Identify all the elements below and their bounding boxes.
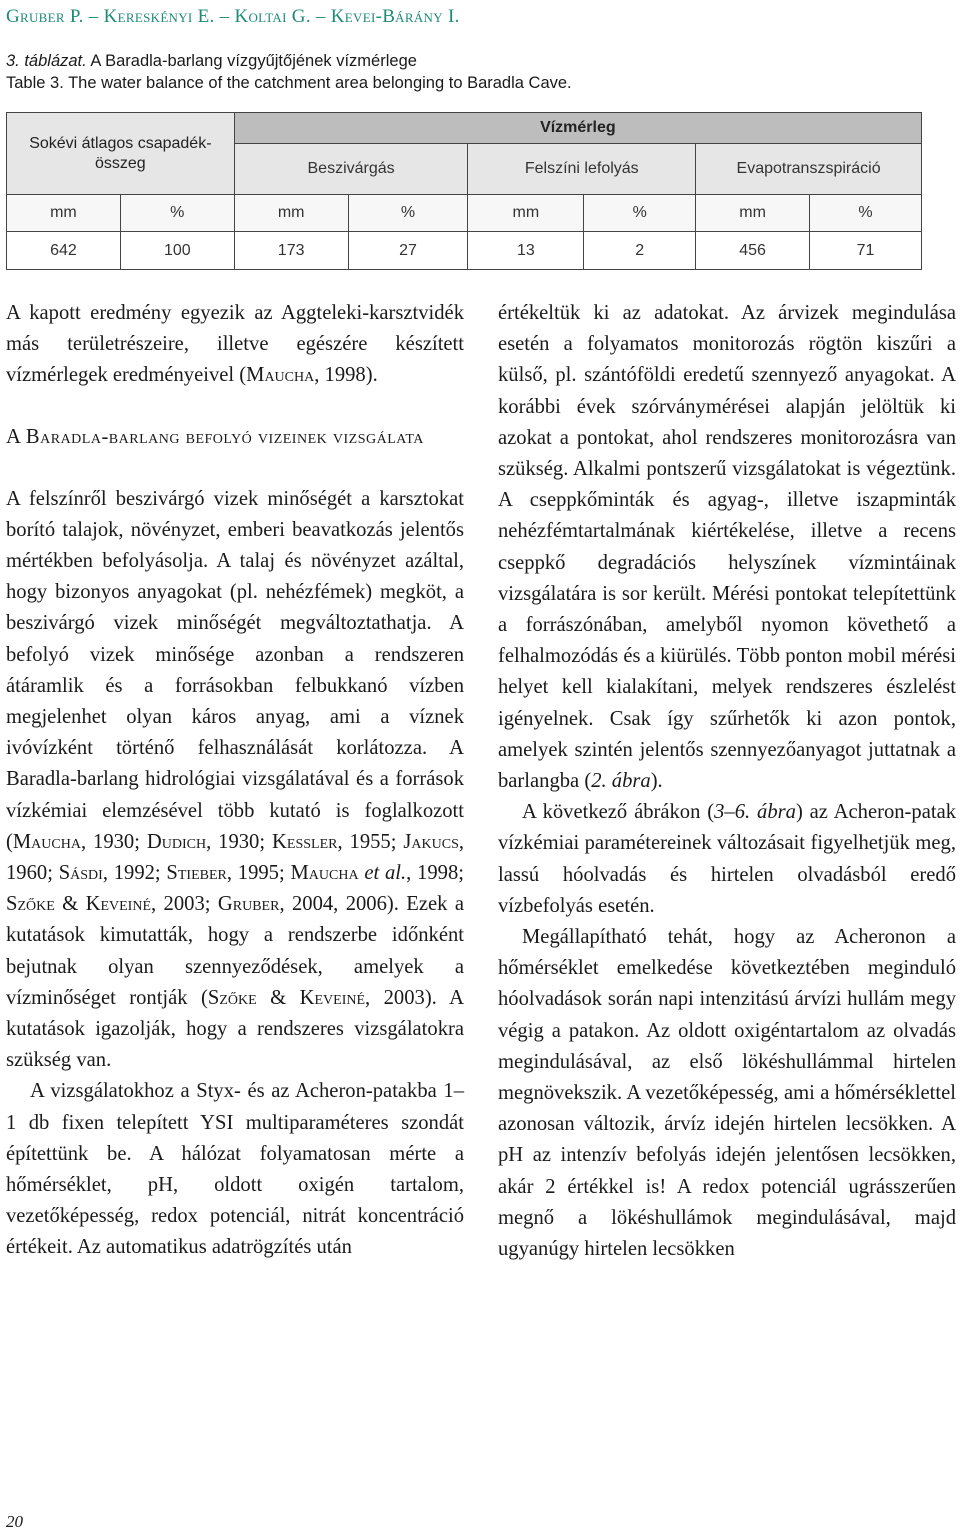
text-run: ). — [650, 770, 663, 793]
text-run: & — [256, 986, 300, 1009]
table-values-row — [7, 232, 922, 270]
text-run: , 2003; — [151, 893, 218, 916]
citation-author: Dudich — [146, 830, 207, 853]
left-column — [6, 298, 464, 1264]
citation-author: Gruber — [217, 893, 280, 916]
citation-author: Kessler — [272, 830, 338, 853]
header-evapotranspiration: Evapotranszspiráció — [696, 144, 922, 195]
text-run — [750, 801, 757, 823]
text-run: ) az Acheron-patak vízkémiai paramétereinek változásait figyelhetjük meg, lassú hóolvadás és hirtelen olvadásból eredő vízbefolyás esetén. — [498, 801, 957, 917]
header-water-balance: Vízmérleg — [234, 113, 921, 144]
figure-reference: 3–6. — [714, 801, 751, 824]
text-run: , 1992; — [102, 862, 167, 885]
text-run: értékeltük ki az adatokat. Az árvizek megindulása esetén a folyamatos monitorozás rögtön kiszűri a külső, pl. szántóföldi eredetű szennyező anyagokat. A korábbi évek szórványmérései alapján jelöltük ki azokat a pontokat, ahol rendszeres monitorozásra van szükség. Alkalmi pontszerű vizsgálatokat is végeztünk. A cseppkőminták és agyag-, illetve iszapminták nehézfémtartalmának kiértékelése, illetve a recens cseppkő degradációs helyszínek vízmintáinak vizsgálatára is sor került. Mérési pontokat telepítettünk a forrászónában, amelyből nyomon követhető a felhalmozódás és a kiürülés. Több ponton mobil mérési helyet kell kialakítani, melyek rendszeres észlelést igényelnek. Csak így szűrhetők ki azon pontok, amelyek szintén jelentős szennyezőanyagot juttatnak a barlangba ( — [498, 302, 956, 793]
unit-cell: % — [120, 195, 234, 232]
value-cell: 173 — [234, 232, 348, 270]
citation-author: Szőke — [6, 893, 55, 916]
text-run: , 1930; — [206, 830, 273, 853]
table-header-row — [7, 113, 922, 144]
table-caption — [6, 50, 572, 94]
text-run: et al. — [364, 862, 407, 885]
header-infiltration: Beszivárgás — [234, 144, 468, 195]
text-run: , 1960; — [6, 830, 465, 885]
paragraph — [6, 298, 464, 392]
table-units-row — [7, 195, 922, 232]
table-caption-en: Table 3. The water balance of the catchment area belonging to Baradla Cave. — [6, 74, 572, 92]
text-run: A felszínről beszivárgó vizek minőségét a karsztokat borító talajok, növényzet, emberi beavatkozás jelentős mértékben befolyásolja. A talaj és növényzet azáltal, hogy bizonyos anyagokat (pl. nehézfémek) megköt, a beszivárgó vizek minőségét megváltoztathatja. A befolyó vizek minősége azonban a rendszeren átáramlik és a forrásokban felbukkanó vízben megjelenhet olyan káros anyag, ami a víznek ivóvízként történő felhasználását korlátozza. A Baradla-barlang hidrológiai vizsgálatával és a források vízkémiai elemzésével több kutató is foglalkozott ( — [6, 487, 464, 853]
paragraph: Megállapítható tehát, hogy az Acheronon a hőmérséklet emelkedése következtében meginduló hóolvadások során napi intenzitású árvízi hullám megy végig a patakon. Az oldott oxigéntartalom az olvadás megindulásával, az első lökéshullámmal hirtelen megnövekszik. A vezetőképesség, ami a hőmérséklettel azonosan változik, árvíz idején hirtelen lecsökken. A pH az intenzív befolyás idején jelentősen lecsökken, akár 2 értékkel is! A redox potenciál ugrásszerűen megnő a lökéshullámok megindulásával, majd ugyanúgy hirtelen lecsökken — [498, 926, 956, 1261]
figure-reference: 2. ábra — [591, 770, 651, 793]
unit-cell: mm — [7, 195, 121, 232]
citation-author: Sásdi — [58, 862, 103, 885]
value-cell: 27 — [348, 232, 468, 270]
citation-author: Maucha — [290, 862, 359, 885]
table-caption-hu-text: A Baradla-barlang vízgyűjtőjének vízmérlege — [86, 52, 417, 70]
unit-cell: mm — [468, 195, 584, 232]
value-cell: 13 — [468, 232, 584, 270]
text-run: A következő ábrákon ( — [522, 801, 715, 824]
unit-cell: % — [810, 195, 922, 232]
text-run: , 1998). — [314, 364, 378, 387]
citation-author: Keveiné — [85, 893, 152, 916]
header-precipitation: Sokévi átlagos csapadék-összeg — [7, 113, 235, 195]
paragraph: A vizsgálatokhoz a Styx- és az Acheron-patakba 1–1 db fixen telepített YSI multiparaméteres szondát építettünk be. A hálózat folyamatosan mérte a hőmérséklet, pH, oldott oxigén tartalom, vezetőképesség, redox potenciál, nitrát koncentráció értékeit. Az automatikus adatrögzítés után — [6, 1080, 464, 1259]
unit-cell: % — [584, 195, 696, 232]
water-balance-table — [6, 112, 922, 270]
text-run: , 2004, 2006). Ezek a kutatások kimutatták, hogy a rendszerbe időnként bejutnak olyan szennyeződések, amelyek a vízminőséget rontják ( — [6, 893, 464, 1009]
running-head: Gruber P. – Kereskényi E. – Koltai G. – Kevei-Bárány I. — [6, 6, 460, 27]
paragraph — [6, 484, 464, 1077]
table-caption-hu — [6, 50, 572, 72]
section-heading: A Baradla-barlang befolyó vizeinek vizsgálata — [6, 425, 424, 448]
citation-author: Maucha — [246, 364, 315, 387]
unit-cell: mm — [696, 195, 810, 232]
value-cell: 71 — [810, 232, 922, 270]
citation-author: Jakucs — [403, 830, 459, 853]
table-caption-label: 3. táblázat. — [6, 52, 87, 70]
text-run: A kapott eredmény egyezik az Aggteleki-karsztvidék más területrészeire, illetve egészére készített vízmérlegek eredményeivel ( — [6, 302, 464, 387]
text-run: & — [54, 893, 86, 916]
figure-reference: ábra — [757, 801, 796, 824]
value-cell: 456 — [696, 232, 810, 270]
citation-author: Maucha — [12, 830, 81, 853]
paragraph — [498, 298, 956, 797]
text-run: , 2003). A kutatások igazolják, hogy a rendszeres vizsgálatokra szükség van. — [6, 986, 465, 1072]
text-run: , 1998; — [406, 862, 465, 885]
unit-cell: mm — [234, 195, 348, 232]
text-run: , 1930; — [80, 830, 147, 853]
text-run: , 1955; — [337, 830, 404, 853]
header-surface-runoff: Felszíni lefolyás — [468, 144, 696, 195]
value-cell: 100 — [120, 232, 234, 270]
unit-cell: % — [348, 195, 468, 232]
citation-author: Keveiné — [299, 986, 366, 1009]
value-cell: 2 — [584, 232, 696, 270]
paragraph — [498, 797, 956, 922]
text-run: , 1995; — [226, 862, 291, 885]
page-number: 20 — [6, 1512, 23, 1531]
right-column — [498, 298, 956, 1265]
citation-author: Stieber — [166, 862, 227, 885]
citation-author: Szőke — [207, 986, 257, 1009]
value-cell: 642 — [7, 232, 121, 270]
